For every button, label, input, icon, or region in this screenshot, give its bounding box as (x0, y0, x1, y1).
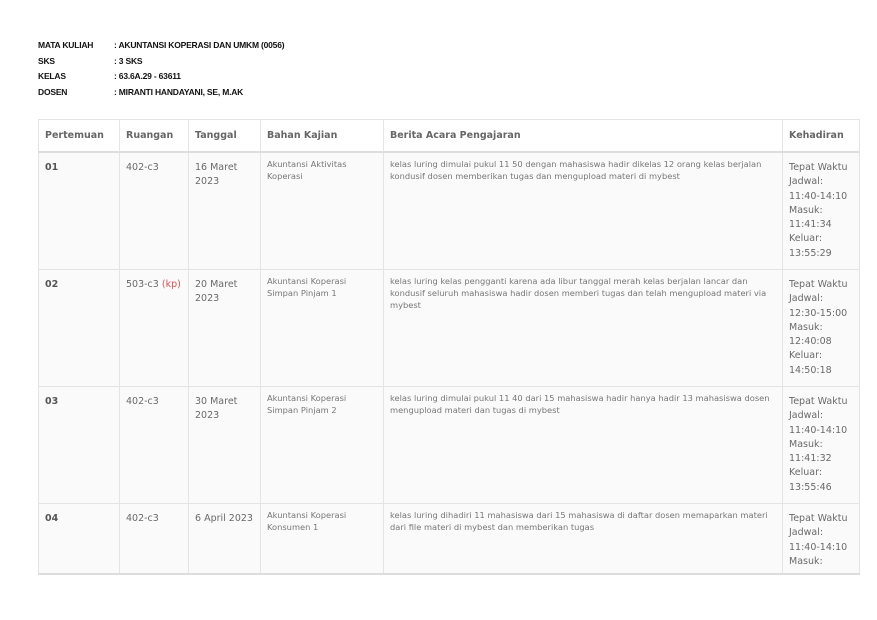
kehadiran-jadwal-label: Jadwal: (789, 176, 824, 188)
kehadiran-jadwal: 11:40-14:10 (789, 541, 848, 553)
kehadiran-keluar: 14:50:18 (789, 364, 832, 376)
cell-ruangan (120, 270, 189, 387)
kehadiran-status: Tepat Waktu (789, 162, 848, 173)
cell-pertemuan: 03 (39, 387, 120, 504)
kehadiran-masuk: 11:41:32 (789, 453, 832, 465)
kehadiran-keluar-label: Keluar: (789, 467, 823, 479)
kehadiran-masuk-label: Masuk: (789, 321, 823, 333)
cell-berita-acara: kelas luring dihadiri 11 mahasiswa dari 15 mahasiswa di daftar dosen memaparkan materi dari file materi di mybest dan memberikan tugas (384, 504, 783, 575)
course-info-row-kelas (38, 69, 284, 85)
kehadiran-jadwal-label: Jadwal: (789, 293, 824, 305)
cell-pertemuan: 04 (39, 504, 120, 575)
kehadiran-jadwal: 11:40-14:10 (789, 424, 848, 436)
cell-pertemuan: 01 (39, 152, 120, 270)
kehadiran-jadwal-label: Jadwal: (789, 527, 824, 539)
course-info (38, 38, 284, 100)
kehadiran-masuk-label: Masuk: (789, 204, 823, 216)
ruangan-text: 402-c3 (126, 396, 159, 407)
info-value: : 3 SKS (114, 55, 143, 66)
cell-tanggal: 20 Maret 2023 (189, 270, 261, 387)
kehadiran-jadwal-label: Jadwal: (789, 410, 824, 422)
ruangan-text: 402-c3 (126, 162, 159, 173)
cell-ruangan (120, 387, 189, 504)
kehadiran-status: Tepat Waktu (789, 279, 848, 290)
cell-tanggal: 6 April 2023 (189, 504, 261, 575)
kehadiran-masuk: 12:40:08 (789, 336, 832, 348)
cell-kehadiran (783, 270, 860, 387)
cell-tanggal: 16 Maret 2023 (189, 152, 261, 270)
header-tanggal: Tanggal (189, 120, 261, 153)
header-bahan-kajian: Bahan Kajian (261, 120, 384, 153)
cell-ruangan (120, 152, 189, 270)
header-pertemuan: Pertemuan (39, 120, 120, 153)
header-ruangan: Ruangan (120, 120, 189, 153)
course-info-row-matakuliah (38, 38, 284, 54)
kehadiran-status: Tepat Waktu (789, 396, 848, 407)
info-label: MATA KULIAH (38, 40, 94, 50)
table-row (39, 387, 860, 504)
cell-bahan-kajian: Akuntansi Koperasi Simpan Pinjam 1 (261, 270, 384, 387)
table-row (39, 152, 860, 270)
kehadiran-jadwal: 11:40-14:10 (789, 190, 848, 202)
cell-tanggal: 30 Maret 2023 (189, 387, 261, 504)
info-value: : AKUNTANSI KOPERASI DAN UMKM (0056) (114, 40, 285, 50)
ruangan-text: 402-c3 (126, 513, 159, 524)
ruangan-text: 503-c3 (126, 279, 159, 290)
cell-bahan-kajian: Akuntansi Koperasi Konsumen 1 (261, 504, 384, 575)
kehadiran-masuk-label: Masuk: (789, 438, 823, 450)
cell-berita-acara: kelas luring kelas pengganti karena ada libur tanggal merah kelas berjalan lancar dan kondusif seluruh mahasiswa hadir dosen memberi tugas dan telah mengupload materi via mybest (384, 270, 783, 387)
info-label: KELAS (38, 71, 66, 81)
cell-kehadiran (783, 387, 860, 504)
table-row (39, 504, 860, 575)
info-value: : 63.6A.29 - 63611 (114, 71, 181, 81)
cell-kehadiran (783, 504, 860, 575)
attendance-table (38, 119, 860, 575)
table-row (39, 270, 860, 387)
kehadiran-masuk: 11:41:34 (789, 219, 832, 231)
kehadiran-masuk-label: Masuk: (789, 555, 823, 567)
kehadiran-status: Tepat Waktu (789, 513, 848, 524)
header-kehadiran: Kehadiran (783, 120, 860, 153)
kp-tag: (kp) (161, 279, 181, 290)
course-info-row-dosen (38, 85, 284, 101)
cell-berita-acara: kelas luring dimulai pukul 11 50 dengan mahasiswa hadir dikelas 12 orang kelas berjalan kondusif dosen memberikan tugas dan mengupload materi di mybest (384, 152, 783, 270)
attendance-table-wrapper (38, 119, 859, 575)
cell-kehadiran (783, 152, 860, 270)
cell-pertemuan: 02 (39, 270, 120, 387)
kehadiran-jadwal: 12:30-15:00 (789, 307, 848, 319)
kehadiran-keluar: 13:55:46 (789, 481, 832, 493)
header-berita-acara: Berita Acara Pengajaran (384, 120, 783, 153)
course-info-row-sks (38, 54, 284, 70)
info-value: : MIRANTI HANDAYANI, SE, M.AK (114, 86, 244, 97)
cell-berita-acara: kelas luring dimulai pukul 11 40 dari 15 mahasiswa hadir hanya hadir 13 mahasiswa dosen mengupload materi dan tugas di mybest (384, 387, 783, 504)
table-header-row (39, 120, 860, 153)
info-label: DOSEN (38, 86, 68, 97)
cell-ruangan (120, 504, 189, 575)
kehadiran-keluar-label: Keluar: (789, 233, 823, 245)
cell-bahan-kajian: Akuntansi Koperasi Simpan Pinjam 2 (261, 387, 384, 504)
kehadiran-keluar-label: Keluar: (789, 350, 823, 362)
cell-bahan-kajian: Akuntansi Aktivitas Koperasi (261, 152, 384, 270)
kehadiran-keluar: 13:55:29 (789, 247, 832, 259)
info-label: SKS (38, 55, 55, 66)
